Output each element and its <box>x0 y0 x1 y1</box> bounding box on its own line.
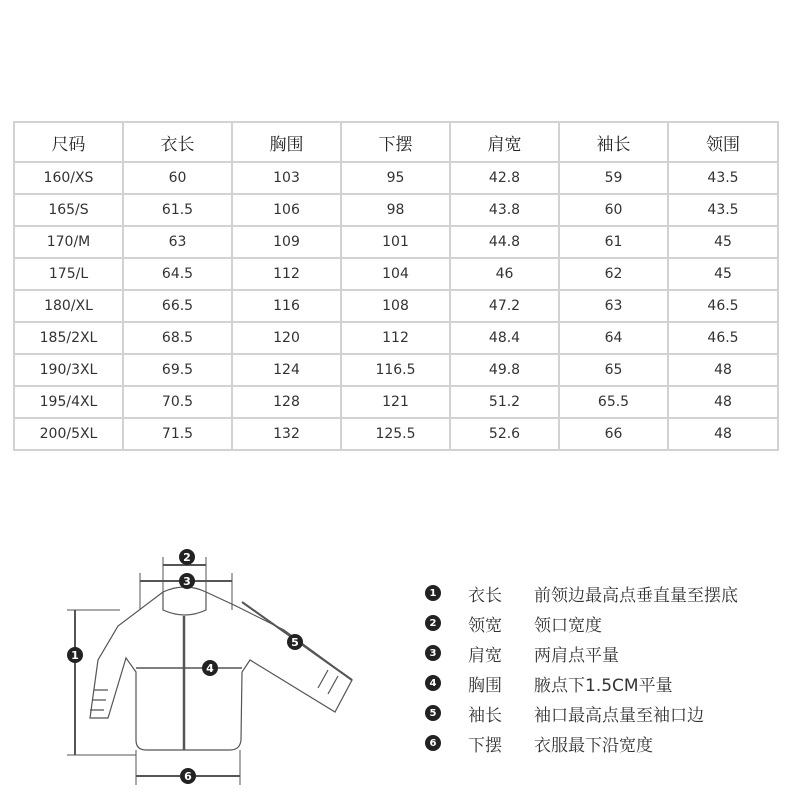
cell-size: 195/4XL <box>14 386 123 418</box>
cell-length: 69.5 <box>123 354 232 386</box>
cell-sleeve: 60 <box>559 194 668 226</box>
legend-item <box>425 608 785 638</box>
cell-size: 160/XS <box>14 162 123 194</box>
cell-sleeve: 59 <box>559 162 668 194</box>
legend-number-badge: 3 <box>425 645 441 661</box>
header-shoulder: 肩宽 <box>450 122 559 162</box>
cell-sleeve: 66 <box>559 418 668 450</box>
header-size: 尺码 <box>14 122 123 162</box>
legend-description: 袖口最高点量至袖口边 <box>534 705 704 726</box>
marker-5: 5 <box>291 636 299 649</box>
table-row <box>14 386 778 418</box>
cell-hem: 112 <box>341 322 450 354</box>
legend-item <box>425 668 785 698</box>
cell-chest: 120 <box>232 322 341 354</box>
legend-name: 肩宽 <box>468 645 502 666</box>
cell-chest: 116 <box>232 290 341 322</box>
cell-hem: 116.5 <box>341 354 450 386</box>
cell-size: 200/5XL <box>14 418 123 450</box>
cell-collar: 45 <box>668 226 778 258</box>
header-chest: 胸围 <box>232 122 341 162</box>
table-row <box>14 162 778 194</box>
cell-shoulder: 49.8 <box>450 354 559 386</box>
legend-description: 前领边最高点垂直量至摆底 <box>534 585 738 606</box>
marker-4: 4 <box>206 662 214 675</box>
cell-length: 71.5 <box>123 418 232 450</box>
cell-chest: 124 <box>232 354 341 386</box>
legend-number-badge: 6 <box>425 735 441 751</box>
cell-sleeve: 61 <box>559 226 668 258</box>
cell-length: 60 <box>123 162 232 194</box>
cell-chest: 112 <box>232 258 341 290</box>
cell-sleeve: 64 <box>559 322 668 354</box>
legend-description: 领口宽度 <box>534 615 602 636</box>
header-hem: 下摆 <box>341 122 450 162</box>
cell-collar: 48 <box>668 354 778 386</box>
table-row <box>14 354 778 386</box>
cell-hem: 95 <box>341 162 450 194</box>
cell-collar: 48 <box>668 418 778 450</box>
header-sleeve: 袖长 <box>559 122 668 162</box>
cell-sleeve: 62 <box>559 258 668 290</box>
cell-length: 63 <box>123 226 232 258</box>
cell-shoulder: 46 <box>450 258 559 290</box>
legend-item <box>425 698 785 728</box>
marker-6: 6 <box>184 770 192 783</box>
cell-shoulder: 42.8 <box>450 162 559 194</box>
marker-1: 1 <box>71 649 79 662</box>
legend-name: 领宽 <box>468 615 502 636</box>
cell-collar: 43.5 <box>668 162 778 194</box>
cell-hem: 104 <box>341 258 450 290</box>
cell-size: 170/M <box>14 226 123 258</box>
cell-collar: 46.5 <box>668 290 778 322</box>
cell-shoulder: 44.8 <box>450 226 559 258</box>
cell-shoulder: 43.8 <box>450 194 559 226</box>
cell-size: 165/S <box>14 194 123 226</box>
legend-item <box>425 578 785 608</box>
cell-collar: 43.5 <box>668 194 778 226</box>
cell-chest: 106 <box>232 194 341 226</box>
cell-length: 64.5 <box>123 258 232 290</box>
left-cuff <box>90 690 108 710</box>
cell-collar: 46.5 <box>668 322 778 354</box>
cell-size: 185/2XL <box>14 322 123 354</box>
marker-3: 3 <box>183 575 191 588</box>
cell-hem: 98 <box>341 194 450 226</box>
legend-name: 下摆 <box>468 735 502 756</box>
jacket-measurement-diagram <box>60 540 370 795</box>
legend-item <box>425 728 785 758</box>
marker-2: 2 <box>183 551 191 564</box>
cell-hem: 108 <box>341 290 450 322</box>
header-length: 衣长 <box>123 122 232 162</box>
cell-shoulder: 51.2 <box>450 386 559 418</box>
cell-hem: 101 <box>341 226 450 258</box>
legend-description: 衣服最下沿宽度 <box>534 735 653 756</box>
cell-shoulder: 47.2 <box>450 290 559 322</box>
cell-collar: 48 <box>668 386 778 418</box>
measurement-legend <box>425 578 785 758</box>
cell-length: 70.5 <box>123 386 232 418</box>
cell-size: 190/3XL <box>14 354 123 386</box>
table-header-row <box>14 122 778 162</box>
cell-hem: 125.5 <box>341 418 450 450</box>
legend-number-badge: 5 <box>425 705 441 721</box>
cell-shoulder: 48.4 <box>450 322 559 354</box>
legend-name: 袖长 <box>468 705 502 726</box>
cell-length: 61.5 <box>123 194 232 226</box>
cell-chest: 109 <box>232 226 341 258</box>
cell-hem: 121 <box>341 386 450 418</box>
table-body <box>14 162 778 450</box>
table-row <box>14 290 778 322</box>
cell-length: 66.5 <box>123 290 232 322</box>
legend-number-badge: 1 <box>425 585 441 601</box>
table-row <box>14 418 778 450</box>
cell-chest: 128 <box>232 386 341 418</box>
cell-chest: 103 <box>232 162 341 194</box>
header-collar: 领围 <box>668 122 778 162</box>
cell-size: 180/XL <box>14 290 123 322</box>
legend-name: 胸围 <box>468 675 502 696</box>
cell-length: 68.5 <box>123 322 232 354</box>
cell-shoulder: 52.6 <box>450 418 559 450</box>
cell-chest: 132 <box>232 418 341 450</box>
table-row <box>14 226 778 258</box>
cell-size: 175/L <box>14 258 123 290</box>
legend-description: 两肩点平量 <box>534 645 619 666</box>
cell-sleeve: 65 <box>559 354 668 386</box>
legend-item <box>425 638 785 668</box>
size-table <box>13 121 779 451</box>
cell-sleeve: 65.5 <box>559 386 668 418</box>
collar-outline <box>163 592 206 615</box>
legend-name: 衣长 <box>468 585 502 606</box>
cell-collar: 45 <box>668 258 778 290</box>
right-cuff <box>318 670 338 694</box>
table-row <box>14 194 778 226</box>
legend-number-badge: 4 <box>425 675 441 691</box>
table-row <box>14 258 778 290</box>
legend-number-badge: 2 <box>425 615 441 631</box>
table-row <box>14 322 778 354</box>
cell-sleeve: 63 <box>559 290 668 322</box>
legend-description: 腋点下1.5CM平量 <box>534 675 673 696</box>
